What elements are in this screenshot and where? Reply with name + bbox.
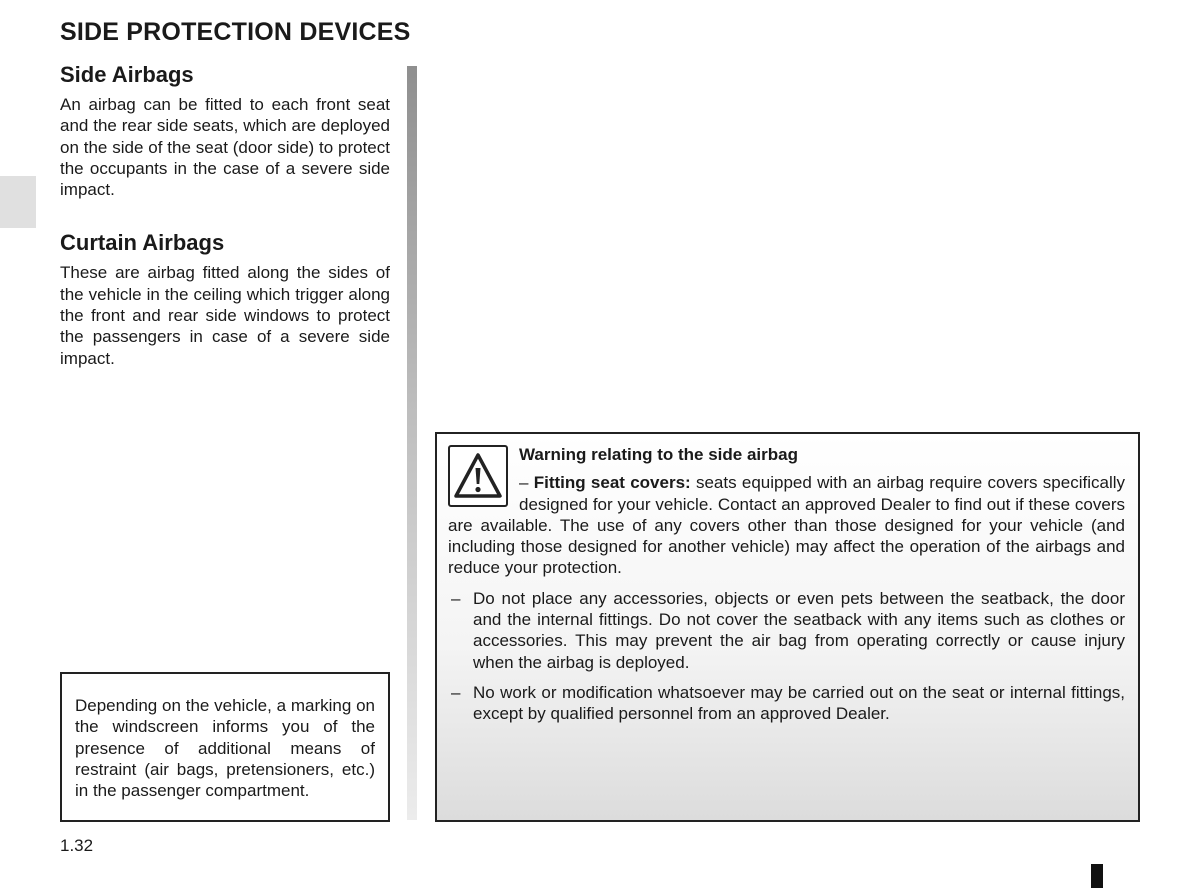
curtain-airbags-heading: Curtain Airbags [60,230,225,256]
warning-item-text: No work or modification whatsoever may be carried out on the seat or internal fittings, except by qualified personnel from an approved Dealer. [473,682,1125,724]
warning-title: Warning relating to the side airbag [519,445,798,464]
windscreen-marking-note [60,672,390,822]
warning-triangle-icon [448,445,508,507]
warning-item-lead: Fitting seat covers: [533,473,691,493]
warning-item-text: Do not place any accessories, objects or even pets between the seatback, the door and the internal fittings. Do not cover the seatback with any items such as clothes or accessories. This may prevent the air bag from operating correctly or cause injury when the airbag is deployed. [473,588,1125,672]
curtain-airbags-text: These are airbag fitted along the sides of the vehicle in the ceiling which trigger along the front and rear side windows to protect the passengers in case of a severe side impact. [60,263,390,368]
page-number: 1.32 [60,836,94,855]
left-column [60,60,390,369]
side-airbags-heading: Side Airbags [60,62,194,87]
side-airbags-text: An airbag can be fitted to each front seat and the rear side seats, which are deployed on the side of the seat (door side) to protect the occupants in the case of a severe side impact. [60,95,390,200]
page-title: SIDE PROTECTION DEVICES [60,18,411,46]
warning-item-accessories [448,588,1125,673]
warning-item-text: seats equipped with an airbag require covers specifically designed for your vehicle. Contact an approved Dealer to find out if these covers are available. The use of any covers other than those designed for your vehicle (and including those designed for another vehicle) may affect the operation of the airbags and reduce your protection. [448,473,1125,578]
side-airbag-warning [435,432,1140,822]
note-text: Depending on the vehicle, a marking on the windscreen informs you of the presence of additional means of restraint (air bags, pretensioners, etc.) in the passenger compartment. [75,696,375,801]
warning-dash: – [451,682,461,702]
section-tab-marker [0,176,36,228]
warning-dash: – [519,473,534,493]
warning-dash: – [451,588,461,608]
side-airbags-section [60,60,390,200]
warning-item-modification [448,682,1125,725]
column-divider [407,66,417,820]
curtain-airbags-section [60,228,390,368]
warning-item-seat-covers [448,472,1125,578]
page-corner-mark [1091,864,1103,888]
